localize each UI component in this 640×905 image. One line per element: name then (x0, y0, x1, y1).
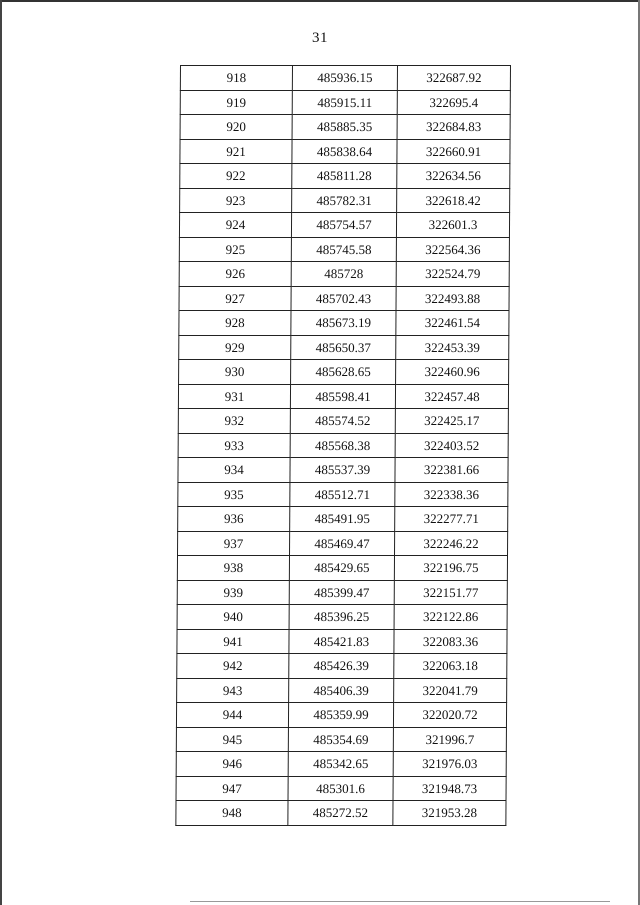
point-number-cell: 944 (176, 703, 288, 728)
point-number-cell: 943 (177, 678, 289, 703)
x-coordinate-cell: 485936.15 (292, 66, 397, 91)
x-coordinate-cell: 485359.99 (288, 703, 393, 728)
x-coordinate-cell: 485406.39 (289, 678, 394, 703)
y-coordinate-cell: 322687.92 (397, 66, 510, 91)
y-coordinate-cell: 322460.96 (396, 360, 509, 385)
table-row (177, 580, 507, 605)
point-number-cell: 926 (179, 262, 291, 287)
point-number-cell: 921 (180, 139, 292, 164)
table-row (178, 433, 508, 458)
table-row (177, 654, 507, 679)
y-coordinate-cell: 322122.86 (394, 605, 507, 630)
point-number-cell: 931 (178, 384, 290, 409)
point-number-cell: 937 (178, 531, 290, 556)
table-row (180, 188, 510, 213)
point-number-cell: 942 (177, 654, 289, 679)
point-number-cell: 920 (180, 115, 292, 140)
x-coordinate-cell: 485838.64 (292, 139, 397, 164)
table-row (178, 384, 508, 409)
point-number-cell: 918 (180, 66, 292, 91)
x-coordinate-cell: 485574.52 (290, 409, 395, 434)
y-coordinate-cell: 322083.36 (394, 629, 507, 654)
y-coordinate-cell: 322660.91 (397, 139, 510, 164)
x-coordinate-cell: 485650.37 (291, 335, 396, 360)
table-row (177, 678, 507, 703)
y-coordinate-cell: 322684.83 (397, 115, 510, 140)
x-coordinate-cell: 485568.38 (290, 433, 395, 458)
y-coordinate-cell: 322381.66 (395, 458, 508, 483)
x-coordinate-cell: 485396.25 (289, 605, 394, 630)
table-row (180, 115, 510, 140)
scan-edge-top (0, 0, 640, 2)
x-coordinate-cell: 485421.83 (289, 629, 394, 654)
scan-edge-left (0, 0, 2, 905)
x-coordinate-cell: 485426.39 (289, 654, 394, 679)
x-coordinate-cell: 485491.95 (290, 507, 395, 532)
point-number-cell: 947 (176, 776, 288, 801)
x-coordinate-cell: 485745.58 (291, 237, 396, 262)
y-coordinate-cell: 322425.17 (395, 409, 508, 434)
y-coordinate-cell: 322564.36 (396, 237, 509, 262)
y-coordinate-cell: 321996.7 (393, 727, 506, 752)
table-row (179, 262, 509, 287)
point-number-cell: 925 (179, 237, 291, 262)
y-coordinate-cell: 322338.36 (395, 482, 508, 507)
table-row (180, 139, 510, 164)
table-row (179, 237, 509, 262)
table-row (180, 66, 510, 91)
x-coordinate-cell: 485885.35 (292, 115, 397, 140)
table-row (178, 507, 508, 532)
x-coordinate-cell: 485512.71 (290, 482, 395, 507)
x-coordinate-cell: 485272.52 (288, 801, 393, 826)
y-coordinate-cell: 322063.18 (394, 654, 507, 679)
x-coordinate-cell: 485915.11 (292, 90, 397, 115)
y-coordinate-cell: 321948.73 (393, 776, 506, 801)
y-coordinate-cell: 322524.79 (396, 262, 509, 287)
table-row (179, 335, 509, 360)
table-row (176, 727, 506, 752)
x-coordinate-cell: 485598.41 (290, 384, 395, 409)
table-row (177, 605, 507, 630)
table-row (176, 752, 506, 777)
table-row (178, 531, 508, 556)
point-number-cell: 939 (177, 580, 289, 605)
x-coordinate-cell: 485628.65 (291, 360, 396, 385)
coordinates-table (175, 65, 511, 826)
y-coordinate-cell: 321953.28 (393, 801, 506, 826)
y-coordinate-cell: 322618.42 (397, 188, 510, 213)
point-number-cell: 928 (179, 311, 291, 336)
point-number-cell: 924 (179, 213, 291, 238)
table-row (179, 311, 509, 336)
y-coordinate-cell: 322695.4 (397, 90, 510, 115)
x-coordinate-cell: 485399.47 (289, 580, 394, 605)
x-coordinate-cell: 485537.39 (290, 458, 395, 483)
point-number-cell: 936 (178, 507, 290, 532)
y-coordinate-cell: 322634.56 (397, 164, 510, 189)
table-row (176, 776, 506, 801)
coordinates-table-body (176, 66, 511, 826)
table-row (176, 801, 506, 826)
point-number-cell: 919 (180, 90, 292, 115)
table-row (178, 409, 508, 434)
table-row (178, 458, 508, 483)
x-coordinate-cell: 485702.43 (291, 286, 396, 311)
x-coordinate-cell: 485469.47 (290, 531, 395, 556)
x-coordinate-cell: 485301.6 (288, 776, 393, 801)
x-coordinate-cell: 485354.69 (288, 727, 393, 752)
y-coordinate-cell: 322493.88 (396, 286, 509, 311)
x-coordinate-cell: 485811.28 (292, 164, 397, 189)
x-coordinate-cell: 485754.57 (291, 213, 396, 238)
y-coordinate-cell: 322453.39 (396, 335, 509, 360)
y-coordinate-cell: 322457.48 (395, 384, 508, 409)
table-row (180, 164, 510, 189)
table-row (179, 213, 509, 238)
scan-edge-bottom (190, 901, 610, 902)
x-coordinate-cell: 485728 (291, 262, 396, 287)
y-coordinate-cell: 322277.71 (395, 507, 508, 532)
y-coordinate-cell: 322461.54 (396, 311, 509, 336)
page-number: 31 (312, 30, 328, 46)
table-row (177, 629, 507, 654)
x-coordinate-cell: 485673.19 (291, 311, 396, 336)
point-number-cell: 933 (178, 433, 290, 458)
y-coordinate-cell: 321976.03 (393, 752, 506, 777)
point-number-cell: 934 (178, 458, 290, 483)
point-number-cell: 922 (180, 164, 292, 189)
y-coordinate-cell: 322403.52 (395, 433, 508, 458)
y-coordinate-cell: 322196.75 (394, 556, 507, 581)
y-coordinate-cell: 322601.3 (396, 213, 509, 238)
table-row (178, 482, 508, 507)
x-coordinate-cell: 485429.65 (289, 556, 394, 581)
point-number-cell: 948 (176, 801, 288, 826)
point-number-cell: 923 (180, 188, 292, 213)
point-number-cell: 935 (178, 482, 290, 507)
y-coordinate-cell: 322020.72 (393, 703, 506, 728)
point-number-cell: 940 (177, 605, 289, 630)
point-number-cell: 927 (179, 286, 291, 311)
point-number-cell: 945 (176, 727, 288, 752)
y-coordinate-cell: 322041.79 (394, 678, 507, 703)
y-coordinate-cell: 322246.22 (395, 531, 508, 556)
point-number-cell: 932 (178, 409, 290, 434)
x-coordinate-cell: 485782.31 (292, 188, 397, 213)
table-row (179, 360, 509, 385)
y-coordinate-cell: 322151.77 (394, 580, 507, 605)
table-row (180, 90, 510, 115)
point-number-cell: 946 (176, 752, 288, 777)
table-row (177, 556, 507, 581)
point-number-cell: 930 (179, 360, 291, 385)
table-row (179, 286, 509, 311)
point-number-cell: 938 (177, 556, 289, 581)
point-number-cell: 929 (179, 335, 291, 360)
point-number-cell: 941 (177, 629, 289, 654)
table-row (176, 703, 506, 728)
x-coordinate-cell: 485342.65 (288, 752, 393, 777)
